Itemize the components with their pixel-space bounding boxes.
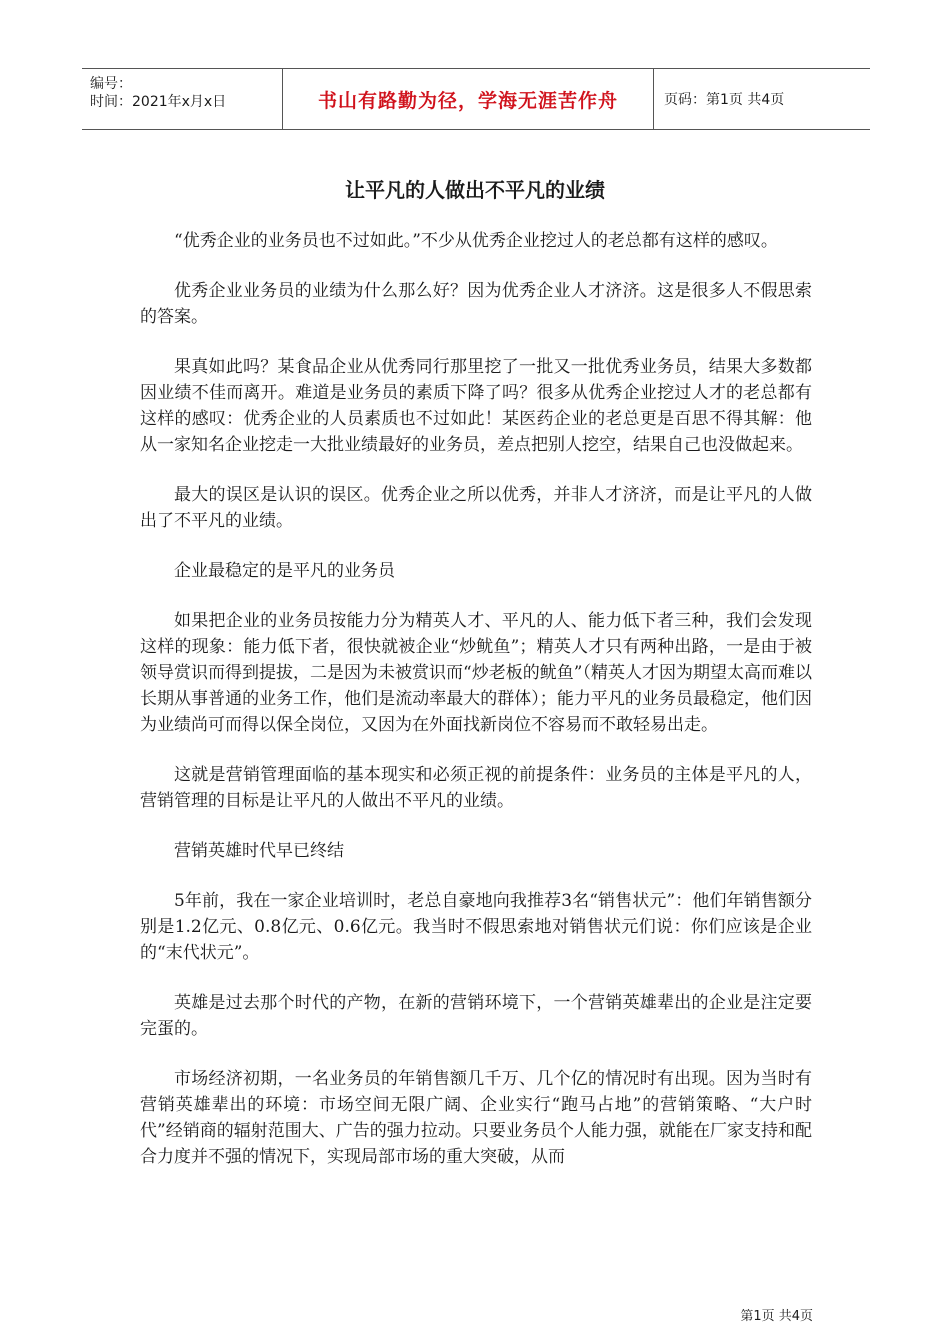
- paragraph: 果真如此吗？某食品企业从优秀同行那里挖了一批又一批优秀业务员，结果大多数都因业绩不佳而离开。难道是业务员的素质下降了吗？很多从优秀企业挖过人才的老总都有这样的感叹：优秀企业的人员素质也不过如此！某医药企业的老总更是百思不得其解：他从一家知名企业挖走一大批业绩最好的业务员，差点把别人挖空，结果自己也没做起来。: [140, 357, 812, 455]
- document-body: [140, 228, 812, 1194]
- header-motto: 书山有路勤为径，学海无涯苦作舟: [282, 69, 654, 129]
- paragraph: “优秀企业的业务员也不过如此。”不少从优秀企业挖过人的老总都有这样的感叹。: [174, 231, 778, 251]
- paragraph: 5年前，我在一家企业培训时，老总自豪地向我推荐3名“销售状元”：他们年销售额分别是1.2亿元、0.8亿元、0.6亿元。我当时不假思索地对销售状元们说：你们应该是企业的“末代状元”。: [140, 891, 812, 963]
- section-heading: 企业最稳定的是平凡的业务员: [174, 561, 395, 581]
- document-title: 让平凡的人做出不平凡的业绩: [345, 178, 605, 202]
- paragraph: 这就是营销管理面临的基本现实和必须正视的前提条件：业务员的主体是平凡的人，营销管理的目标是让平凡的人做出不平凡的业绩。: [140, 765, 812, 811]
- time-label: 时间：2021年x月x日: [90, 94, 227, 110]
- page-footer: 第1页 共4页: [740, 1309, 813, 1324]
- page-header: [82, 68, 870, 130]
- paragraph: 英雄是过去那个时代的产物，在新的营销环境下，一个营销英雄辈出的企业是注定要完蛋的。: [140, 993, 812, 1039]
- header-meta: [82, 69, 282, 129]
- paragraph: 优秀企业业务员的业绩为什么那么好？因为优秀企业人才济济。这是很多人不假思索的答案。: [140, 281, 812, 327]
- number-label: 编号：: [90, 76, 132, 92]
- paragraph: 最大的误区是认识的误区。优秀企业之所以优秀，并非人才济济，而是让平凡的人做出了不平凡的业绩。: [140, 485, 812, 531]
- section-heading: 营销英雄时代早已终结: [174, 841, 344, 861]
- paragraph: 如果把企业的业务员按能力分为精英人才、平凡的人、能力低下者三种，我们会发现这样的现象：能力低下者，很快就被企业“炒鱿鱼”；精英人才只有两种出路，一是由于被领导赏识而得到提拔，二是因为未被赏识而“炒老板的鱿鱼”（精英人才因为期望太高而难以长期从事普通的业务工作，他们是流动率最大的群体）；能力平凡的业务员最稳定，他们因为业绩尚可而得以保全岗位，又因为在外面找新岗位不容易而不敢轻易出走。: [140, 611, 812, 735]
- header-page-label: 页码：第1页 共4页: [664, 92, 785, 108]
- paragraph: 市场经济初期，一名业务员的年销售额几千万、几个亿的情况时有出现。因为当时有营销英雄辈出的环境：市场空间无限广阔、企业实行“跑马占地”的营销策略、“大户时代”经销商的辐射范围大、广告的强力拉动。只要业务员个人能力强，就能在厂家支持和配合力度并不强的情况下，实现局部市场的重大突破，从而: [140, 1069, 812, 1167]
